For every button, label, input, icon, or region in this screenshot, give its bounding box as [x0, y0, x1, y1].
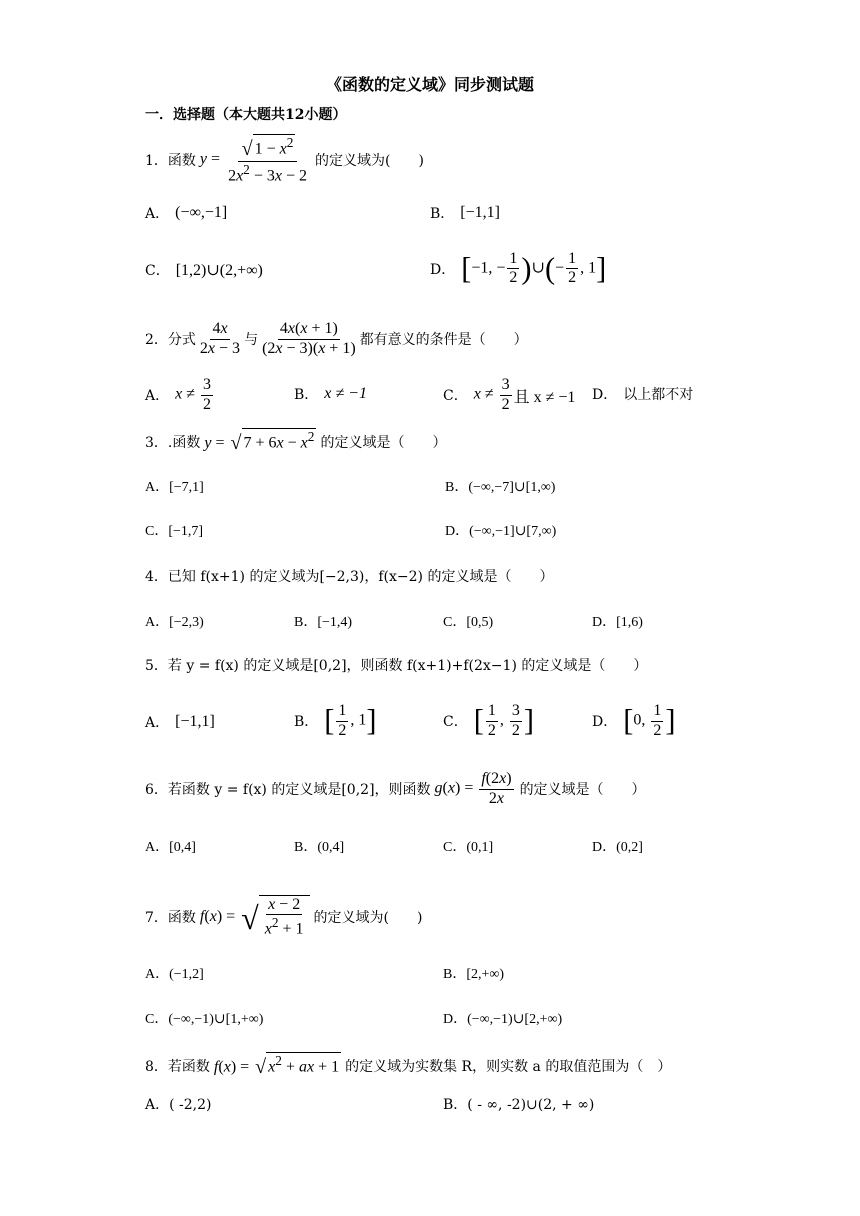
option-d: [430, 250, 606, 288]
question-suffix: 的定义域是（ ）: [320, 434, 447, 451]
option-a: A．[−2,3): [145, 615, 204, 630]
option-a: A．[−7,1]: [145, 480, 204, 495]
option-value: [0, $\frac{1}{2}$ ]: [623, 702, 676, 739]
option-b: B．(0,4]: [294, 840, 345, 855]
option-c: [443, 374, 575, 416]
option-c: C．[−1,7]: [145, 524, 204, 539]
question-number: 1．: [145, 153, 168, 169]
option-a: [145, 712, 215, 732]
option-c: C．(−∞,−1)∪[1,+∞): [145, 1012, 264, 1027]
option-value: (−∞,−1]: [175, 204, 228, 221]
formula: f(x) = √ $x^2$ + ax + 1: [213, 1053, 340, 1079]
formula: y = √ $7 + 6x - x^2$: [204, 429, 315, 455]
option-value: [1,2)∪(2,+∞): [175, 262, 263, 279]
question-suffix: 的定义域为( ): [315, 153, 424, 169]
option-label: D．: [592, 714, 618, 730]
question-8: [145, 1052, 671, 1079]
option-c: [443, 698, 534, 744]
option-b: B．[−1,4): [294, 615, 353, 630]
option-label: A．: [145, 388, 170, 404]
option-d: D．[1,6): [592, 615, 643, 630]
question-suffix: 的定义域为实数集 R，则实数 a 的取值范围为（ ）: [345, 1058, 672, 1075]
option-value: x ≠ $\frac{3}{2}$: [175, 376, 212, 413]
option-label: C．: [443, 388, 468, 404]
option-b: B．[2,+∞): [443, 967, 505, 982]
question-suffix: 的定义域是（ ）: [519, 782, 646, 798]
option-label: B．: [294, 387, 319, 403]
question-7: [145, 890, 422, 944]
option-c: C．(0,1]: [443, 840, 494, 855]
option-label: D．: [592, 387, 618, 403]
option-value: [−1, − $\frac{1}{2}$ )∪(− $\frac{1}{2}$ , 1]: [461, 250, 607, 287]
option-d: D．(−∞,−1]∪[7,∞): [445, 524, 557, 539]
question-3: [145, 428, 446, 455]
option-d: D．(0,2]: [592, 840, 643, 855]
option-b: [294, 384, 367, 404]
option-value: [−1,1]: [175, 713, 215, 730]
question-prefix: .函数: [167, 434, 201, 451]
option-a: A．(−1,2]: [145, 967, 204, 982]
section-heading: 一．选择题（本大题共12小题）: [145, 107, 347, 123]
question-6: [145, 764, 646, 814]
question-prefix: 6．若函数 y = f(x) 的定义域是[0,2]，则函数: [145, 782, 431, 798]
question-prefix: 分式: [167, 332, 196, 348]
option-value-tail: 且 x ≠ −1: [513, 388, 576, 406]
option-a: [145, 374, 215, 416]
question-number: 2．: [145, 332, 168, 348]
option-c: [145, 260, 263, 280]
option-d: [592, 384, 693, 404]
question-prefix: 函数: [167, 153, 196, 169]
question-prefix: 7．函数: [145, 910, 196, 926]
question-number: 3．: [145, 434, 168, 451]
option-label: B．: [294, 714, 319, 730]
question-2: [145, 314, 528, 364]
option-a: A．[0,4]: [145, 840, 196, 855]
option-d: [592, 698, 675, 744]
option-value: 以上都不对: [623, 387, 694, 403]
question-connector: 与: [244, 332, 259, 348]
question-5: 5．若 y = f(x) 的定义域是[0,2]，则函数 f(x+1)+f(2x−1) 的定义域是（ ）: [145, 658, 648, 674]
option-b: [430, 203, 500, 223]
option-a: A．( -2,2): [145, 1097, 212, 1113]
question-suffix: 都有意义的条件是（ ）: [359, 332, 528, 348]
formula: y = $\frac{√ 1 - x^2}{2x^2 - 3x - 2}$: [199, 134, 308, 185]
option-label: A．: [145, 206, 170, 222]
option-value: x ≠ −1: [324, 385, 367, 402]
formula: f(x) = √ $\frac{x - 2}{x^2 + 1}$: [200, 895, 310, 939]
option-value: [ $\frac{1}{2}$ , 1]: [324, 702, 377, 739]
question-4: 4．已知 f(x+1) 的定义域为[−2,3)，f(x−2) 的定义域是（ ）: [145, 569, 554, 585]
option-label: B．: [430, 206, 455, 222]
option-d: D．(−∞,−1)∪[2,+∞): [443, 1012, 563, 1027]
question-suffix: 的定义域为( ): [313, 910, 423, 926]
option-label: A．: [145, 715, 170, 731]
page-title: 《函数的定义域》同步测试题: [325, 75, 534, 94]
option-label: C．: [145, 263, 170, 279]
option-value: x ≠ $\frac{3}{2}$: [473, 376, 510, 413]
formula: $\frac{4x(x + 1)}{(2x - 3)(x + 1)}$: [262, 320, 356, 357]
option-label: C．: [443, 714, 468, 730]
option-b: B．( - ∞, -2)∪(2, + ∞): [443, 1097, 595, 1113]
option-a: [145, 203, 227, 223]
option-value: [−1,1]: [460, 204, 500, 221]
formula: g(x) = $\frac{f(2x)}{2x}$: [434, 770, 512, 807]
option-label: D．: [430, 261, 456, 278]
formula: $\frac{4x}{2x - 3}$: [199, 320, 241, 357]
option-value: [ $\frac{1}{2}$ , $\frac{3}{2}$ ]: [473, 702, 534, 739]
question-prefix: 8．若函数: [145, 1058, 210, 1075]
option-c: C．[0,5): [443, 615, 494, 630]
option-b: B．(−∞,−7]∪[1,∞): [445, 480, 556, 495]
question-1: [145, 136, 424, 184]
option-b: [294, 698, 377, 744]
